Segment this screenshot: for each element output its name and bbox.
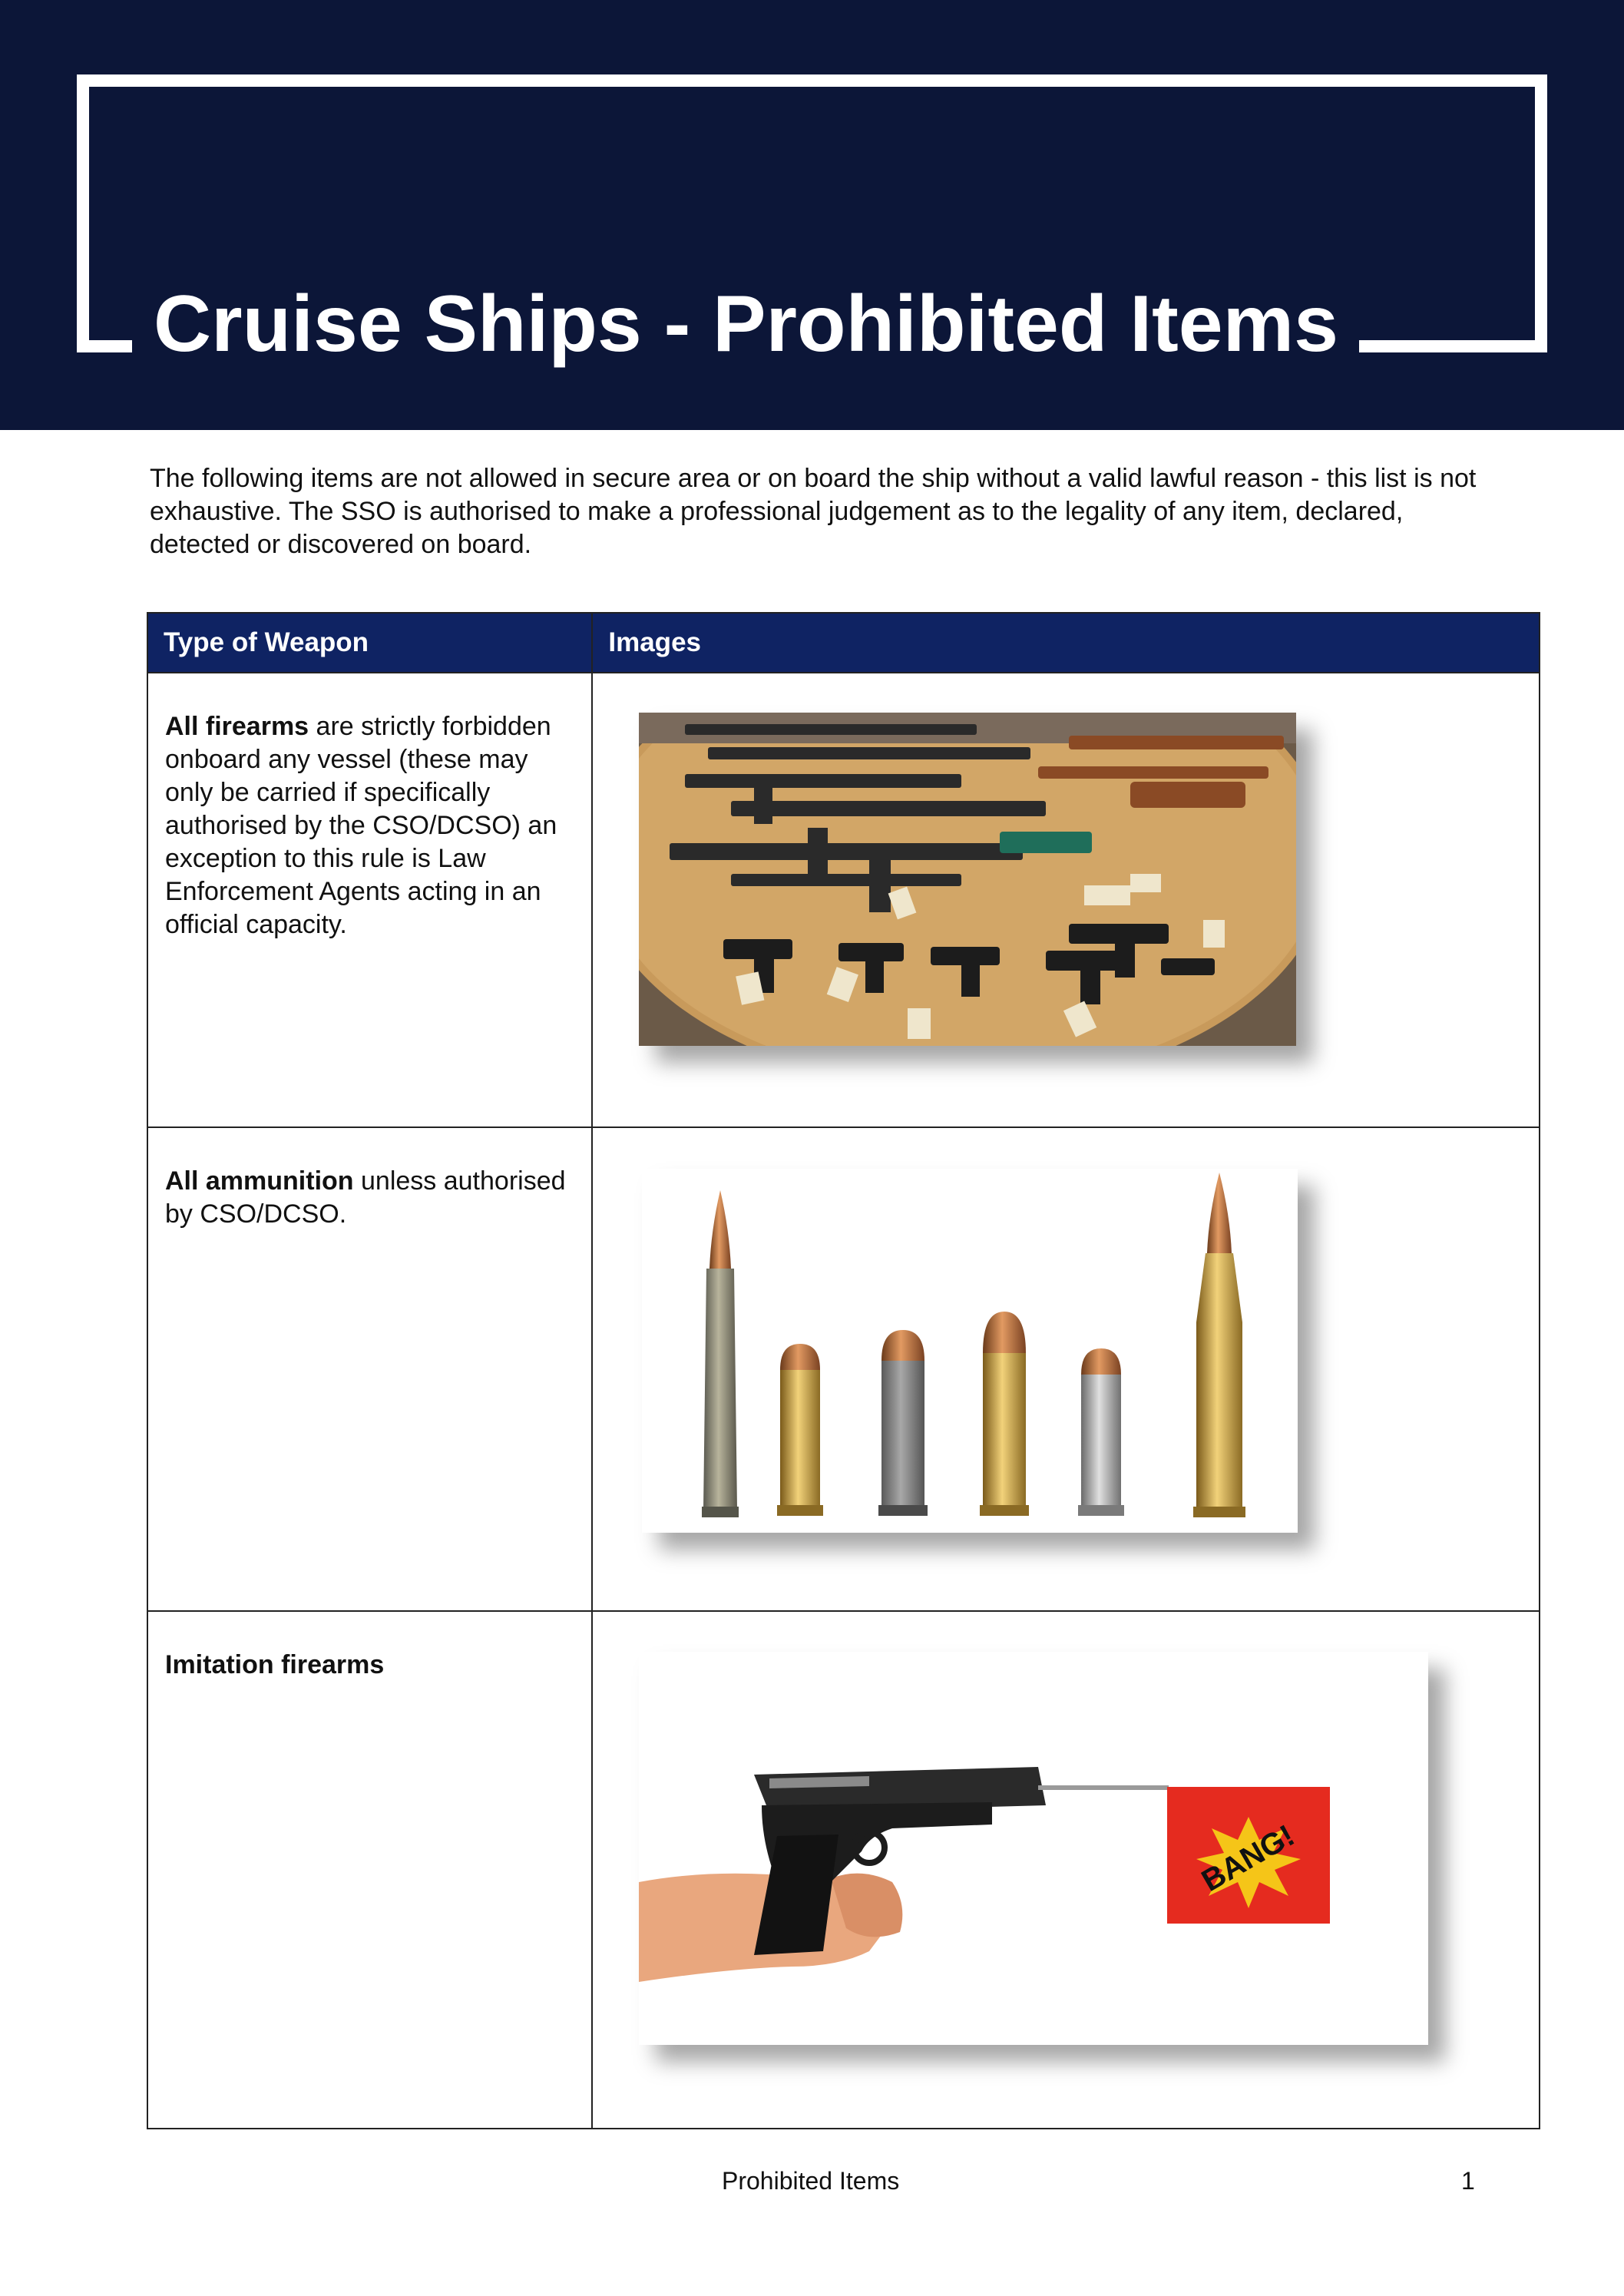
weapon-description bbox=[148, 1612, 593, 2128]
footer-label: Prohibited Items bbox=[722, 2167, 900, 2195]
frame-line-top bbox=[77, 74, 1547, 87]
page-title: Cruise Ships - Prohibited Items bbox=[154, 280, 1338, 369]
imitation-firearm-photo bbox=[639, 1652, 1428, 2045]
weapon-type-bold: Imitation firearms bbox=[165, 1650, 385, 1679]
weapon-description bbox=[148, 673, 593, 1126]
firearms-photo bbox=[639, 713, 1296, 1046]
frame-line-bottom-left bbox=[77, 340, 132, 352]
weapon-description bbox=[148, 1128, 593, 1610]
frame-line-left bbox=[77, 74, 89, 352]
weapon-type-text: are strictly forbidden onboard any vessel (these may only be carried if specifically authorised by the CSO/DCSO) an exception to this rule is Law Enforcement Agents acting in an official capacity. bbox=[165, 712, 557, 939]
bang-flag-text: BANG! bbox=[1196, 1818, 1301, 1898]
page-number: 1 bbox=[1461, 2167, 1475, 2195]
weapon-type-bold: All ammunition bbox=[165, 1166, 354, 1196]
header-type-of-weapon: Type of Weapon bbox=[148, 614, 593, 672]
ammunition-photo bbox=[642, 1169, 1298, 1533]
weapon-type-bold: All firearms bbox=[165, 712, 309, 741]
frame-line-bottom-right bbox=[1359, 340, 1547, 352]
table-header-row bbox=[148, 614, 1539, 673]
intro-paragraph: The following items are not allowed in secure area or on board the ship without a valid lawful reason - this list is not exhaustive. The SSO is authorised to make a professional judgement as to the legality of any item, declared, detected or discovered on board. bbox=[150, 464, 1477, 559]
weapon-type-text: unless authorised by CSO/DCSO. bbox=[165, 1166, 566, 1229]
frame-line-right bbox=[1535, 74, 1547, 352]
header-banner bbox=[0, 0, 1624, 430]
header-images: Images bbox=[608, 627, 701, 657]
